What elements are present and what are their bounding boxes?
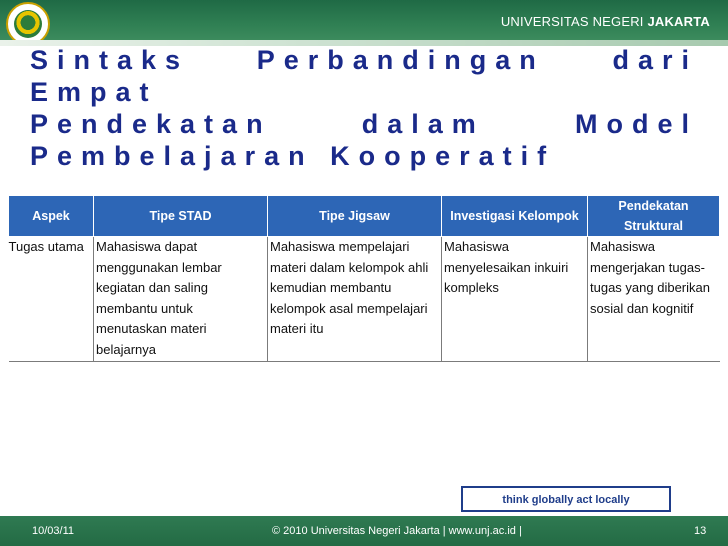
footer-copyright: © 2010 Universitas Negeri Jakarta | www.unj.ac.id | — [272, 525, 522, 537]
university-name-bold: JAKARTA — [647, 14, 710, 29]
top-banner — [0, 0, 728, 40]
table-row — [9, 237, 720, 362]
header-aspek: Aspek — [9, 196, 94, 237]
slide-number: 13 — [694, 525, 707, 537]
header-tipe-stad: Tipe STAD — [94, 196, 268, 237]
cell-aspek: Tugas utama — [9, 237, 94, 362]
slogan-text: think globally act locally — [502, 494, 630, 506]
cell-pendekatan-struktural: Mahasiswa mengerjakan tugas-tugas yang diberikan sosial dan kognitif — [588, 237, 720, 362]
cell-investigasi-kelompok: Mahasiswa menyelesaikan inkuiri kompleks — [442, 237, 588, 362]
title-line-3: Pembelajaran Kooperatif — [30, 141, 556, 171]
slogan-box — [461, 486, 671, 512]
cell-tipe-jigsaw: Mahasiswa mempelajari materi dalam kelompok ahli kemudian membantu kelompok asal mempelajari materi itu — [268, 237, 442, 362]
table-header-row — [9, 196, 720, 237]
cell-tipe-stad: Mahasiswa dapat menggunakan lembar kegiatan dan saling membantu untuk menutaskan materi belajarnya — [94, 237, 268, 362]
header-tipe-jigsaw: Tipe Jigsaw — [268, 196, 442, 237]
comparison-table — [8, 195, 720, 362]
header-investigasi-kelompok: Investigasi Kelompok — [442, 196, 588, 237]
header-pendekatan-struktural: Pendekatan Struktural — [588, 196, 720, 237]
title-line-1: Sintaks Perbandingan dari Empat — [30, 45, 698, 107]
title-line-2: Pendekatan dalam Model — [30, 109, 698, 139]
footer-date: 10/03/11 — [32, 525, 75, 537]
university-name — [501, 14, 710, 29]
university-name-regular: UNIVERSITAS NEGERI — [500, 14, 648, 29]
slide-title — [30, 44, 698, 172]
footer-bar — [0, 516, 728, 546]
